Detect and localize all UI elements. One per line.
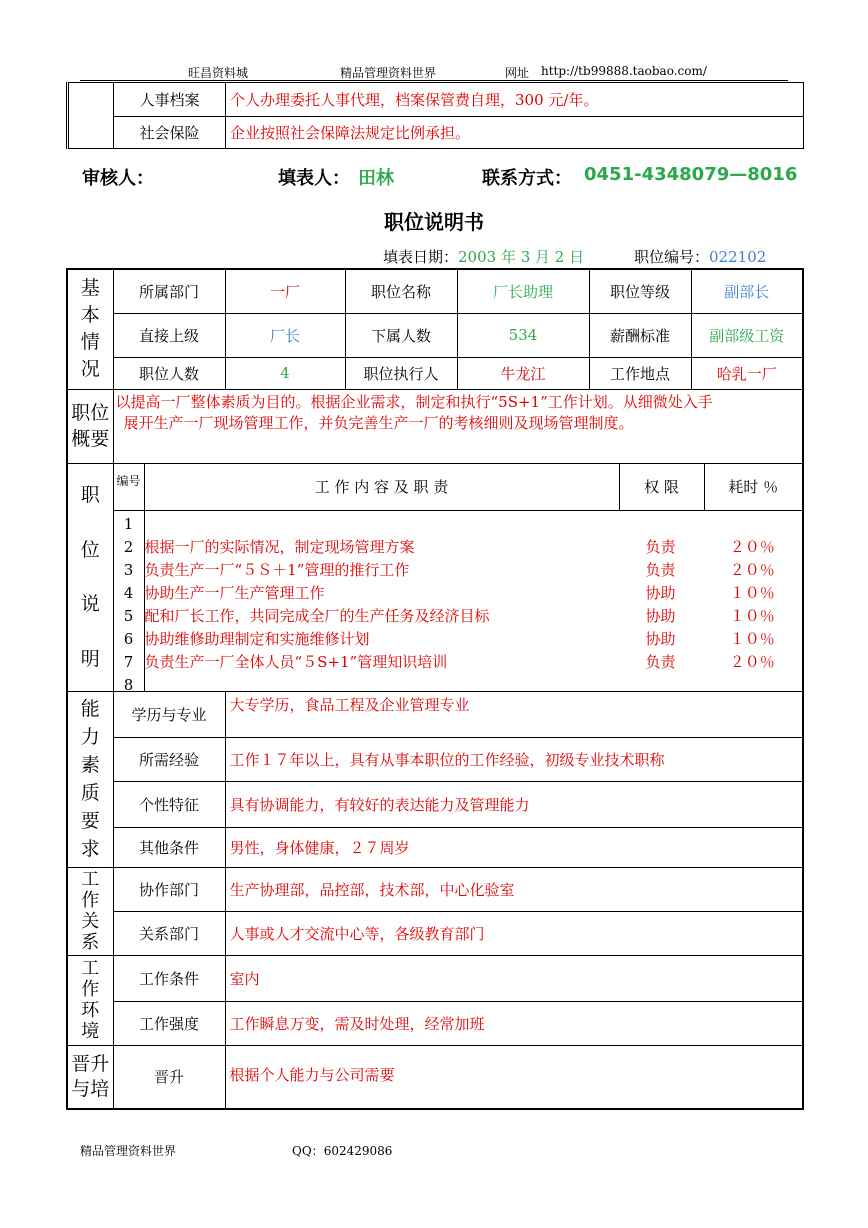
subordinates-label: 下属人数 xyxy=(345,313,457,357)
ability-value: 具有协调能力，有较好的表达能力及管理能力 xyxy=(225,781,803,827)
duty-text: 负责生产一厂“５Ｓ＋1”管理的推行工作 xyxy=(144,560,410,579)
section-basic xyxy=(67,269,113,389)
section-ability-text: 能力素质要求 xyxy=(80,698,100,860)
duty-authority: 协助 xyxy=(645,629,676,648)
duty-number: 2 xyxy=(123,537,134,556)
headcount-value: 4 xyxy=(225,357,345,389)
duty-time: ２０％ xyxy=(729,652,775,671)
duty-number: 4 xyxy=(123,583,134,602)
holder-label: 职位执行人 xyxy=(345,357,457,389)
filler-name: 田林 xyxy=(358,168,394,189)
duty-number: 8 xyxy=(123,675,134,691)
top-row-label: 社会保险 xyxy=(114,117,226,149)
duties-col-time: 耗时 ％ xyxy=(728,478,779,496)
section-environment xyxy=(67,955,113,1045)
superior-value: 厂长 xyxy=(225,313,345,357)
job-description-table xyxy=(66,268,804,1110)
duties-col-authority: 权 限 xyxy=(620,464,705,510)
duty-authority: 负责 xyxy=(645,560,676,579)
grade-label: 职位等级 xyxy=(589,269,691,313)
environment-label: 工作条件 xyxy=(113,955,225,1001)
fill-date: 2003 年 3 月 2 日 xyxy=(458,248,585,266)
headcount-label: 职位人数 xyxy=(113,357,225,389)
duty-time: １０％ xyxy=(729,583,775,602)
top-table xyxy=(66,82,804,149)
section-duties-chars xyxy=(68,482,113,672)
overview-line1: 以提高一厂整体素质为目的。根据企业需求，制定和执行“5S+1”工作计划。从细微处入手 xyxy=(115,392,713,411)
duty-text: 根据一厂的实际情况，制定现场管理方案 xyxy=(144,537,415,556)
contact-label: 联系方式： xyxy=(482,168,572,189)
ability-label: 所需经验 xyxy=(113,737,225,781)
duty-number: 1 xyxy=(123,514,134,533)
job-no-label: 职位编号： xyxy=(634,248,710,266)
overview-cell xyxy=(113,389,803,463)
holder-value: 牛龙江 xyxy=(457,357,589,389)
section-relations xyxy=(67,867,113,955)
duty-authority: 负责 xyxy=(645,652,676,671)
duty-time: ２０％ xyxy=(729,537,775,556)
duty-text: 协助维修助理制定和实施维修计划 xyxy=(144,629,370,648)
duty-number: 7 xyxy=(123,652,134,671)
location-label: 工作地点 xyxy=(589,357,691,389)
section-duties xyxy=(67,463,113,691)
duty-authority: 协助 xyxy=(645,606,676,625)
promotion-value: 根据个人能力与公司需要 xyxy=(225,1045,803,1109)
contact-value: 0451-4348079—8016 xyxy=(584,164,798,185)
salary-label: 薪酬标准 xyxy=(589,313,691,357)
subordinates-value: 534 xyxy=(457,313,589,357)
duties-header xyxy=(114,464,803,510)
ability-value: 大专学历，食品工程及企业管理专业 xyxy=(225,691,803,737)
overview-line2: 展开生产一厂现场管理工作，并负完善生产一厂的考核细则及现场管理制度。 xyxy=(123,413,634,432)
header-url[interactable]: http://tb99888.taobao.com/ xyxy=(541,64,707,78)
duty-authority: 负责 xyxy=(645,537,676,556)
ability-label: 学历与专业 xyxy=(113,691,225,737)
duties-numbers xyxy=(114,511,145,691)
doc-title: 职位说明书 xyxy=(384,210,484,234)
superior-label: 直接上级 xyxy=(113,313,225,357)
duties-body xyxy=(114,511,803,691)
top-row-label: 人事档案 xyxy=(114,83,226,117)
section-environment-text: 工作环境 xyxy=(81,958,100,1042)
environment-value: 室内 xyxy=(225,955,803,1001)
location-value: 哈乳一厂 xyxy=(691,357,803,389)
duty-number: 6 xyxy=(123,629,134,648)
footer-qq-value: 602429086 xyxy=(323,1144,393,1158)
header-site2: 精品管理资料世界 xyxy=(340,66,437,80)
duties-times xyxy=(703,511,803,691)
header-rule xyxy=(80,80,788,81)
relation-label: 协作部门 xyxy=(113,867,225,911)
reviewer-label: 审核人： xyxy=(82,168,154,189)
job-no: 022102 xyxy=(709,248,767,266)
environment-value: 工作瞬息万变，需及时处理，经常加班 xyxy=(225,1001,803,1045)
top-row-value: 个人办理委托人事代理，档案保管费自理，300 元/年。 xyxy=(226,83,804,117)
duty-authority: 协助 xyxy=(645,583,676,602)
duty-time: ２０％ xyxy=(729,560,775,579)
duties-body-cell xyxy=(113,510,803,691)
section-promotion-text: 晋升与培 xyxy=(71,1052,110,1100)
dept-value: 一厂 xyxy=(225,269,345,313)
footer-qq-label: QQ： xyxy=(292,1144,324,1158)
section-duties-char: 位 xyxy=(80,538,100,561)
duty-text: 负责生产一厂全体人员“５S+1”管理知识培训 xyxy=(144,652,448,671)
job-no-line xyxy=(634,246,766,267)
fill-date-label: 填表日期： xyxy=(383,248,459,266)
section-duties-char: 说 xyxy=(80,593,100,616)
section-relations-text: 工作关系 xyxy=(81,869,100,953)
dept-label: 所属部门 xyxy=(113,269,225,313)
relation-value: 生产协理部，品控部，技术部，中心化验室 xyxy=(225,867,803,911)
fill-date-line xyxy=(383,246,584,267)
section-overview-text: 职位概要 xyxy=(71,402,110,450)
duty-number: 5 xyxy=(123,606,134,625)
section-basic-text: 基本情况 xyxy=(80,277,100,381)
ability-value: 工作１７年以上，具有从事本职位的工作经验，初级专业技术职称 xyxy=(225,737,803,781)
ability-label: 其他条件 xyxy=(113,827,225,867)
relation-label: 关系部门 xyxy=(113,911,225,955)
duty-text: 配和厂长工作，共同完成全厂的生产任务及经济目标 xyxy=(144,606,490,625)
duties-texts xyxy=(145,511,619,691)
ability-value: 男性，身体健康，２７周岁 xyxy=(225,827,803,867)
salary-value: 副部级工资 xyxy=(691,313,803,357)
section-ability xyxy=(67,691,113,867)
top-row-value: 企业按照社会保障法规定比例承担。 xyxy=(226,117,804,149)
grade-value: 副部长 xyxy=(691,269,803,313)
footer-qq xyxy=(292,1142,392,1159)
duties-col-content: 工 作 内 容 及 职 责 xyxy=(145,464,620,510)
top-table-spacer xyxy=(68,83,114,149)
duty-text: 协助生产一厂生产管理工作 xyxy=(144,583,325,602)
duties-header-cell xyxy=(113,463,803,510)
relation-value: 人事或人才交流中心等，各级教育部门 xyxy=(225,911,803,955)
header-url-label: 网址 xyxy=(505,66,530,80)
section-overview xyxy=(67,389,113,463)
duty-time: １０％ xyxy=(729,629,775,648)
duties-authorities xyxy=(619,511,703,691)
position-name-value: 厂长助理 xyxy=(457,269,589,313)
duty-number: 3 xyxy=(123,560,134,579)
position-name-label: 职位名称 xyxy=(345,269,457,313)
promotion-label: 晋升 xyxy=(113,1045,225,1109)
environment-label: 工作强度 xyxy=(113,1001,225,1045)
filler-label: 填表人： xyxy=(278,168,350,189)
section-duties-char: 明 xyxy=(80,647,100,670)
ability-label: 个性特征 xyxy=(113,781,225,827)
section-duties-char: 职 xyxy=(80,484,100,506)
header-site1: 旺昌资料城 xyxy=(188,66,249,80)
duties-col-no: 编号 xyxy=(114,464,145,510)
duty-time: １０％ xyxy=(729,606,775,625)
section-promotion xyxy=(67,1045,113,1109)
footer-left: 精品管理资料世界 xyxy=(80,1144,177,1158)
